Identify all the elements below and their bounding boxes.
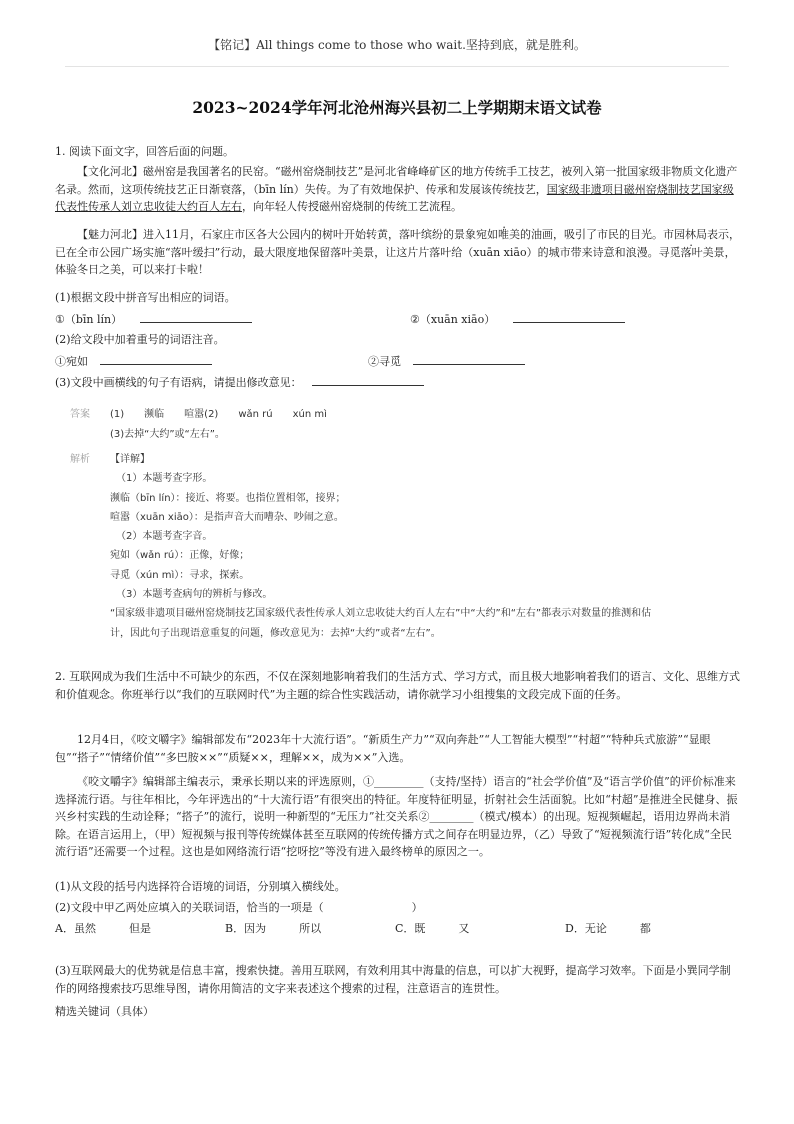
explanation-line: 喧嚣（xuān xiāo）：是指声音大而嘈杂、吵闹之意。 — [110, 511, 344, 523]
explanation-line: 计，因此句子出现语意重复的问题，修改意见为：去掉“大约”或者“左右”。 — [110, 627, 441, 639]
page-title: 2023~2024学年河北沧州海兴县初二上学期期末语文试卷 — [192, 98, 602, 117]
q1-sub3: (3)文段中画横线的句子有语病，请提出修改意见： — [55, 373, 424, 392]
q1-sub3-blank[interactable] — [312, 373, 424, 386]
q1-sub1-b-blank[interactable] — [513, 310, 625, 323]
option-a[interactable]: A．虽然 但是 — [55, 922, 151, 935]
q2-mindmap-keyword: 精选关键词（具体） — [55, 1005, 154, 1018]
explanation-line: （1）本题考查字形。 — [116, 473, 213, 485]
q2-sub1: (1)从文段的括号内选择符合语境的词语，分别填入横线处。 — [55, 880, 346, 893]
q2-sub2: (2)文段中甲乙两处应填入的关联词语，恰当的一项是（ ） — [55, 901, 423, 914]
q1-sub2-b-blank[interactable] — [413, 352, 525, 365]
answer-line-2: (3)去掉“大约”或“左右”。 — [110, 428, 225, 440]
q2-passage-1: 12月4日，《咬文嚼字》编辑部发布“2023年十大流行语”。“新质生产力”“双向奔赴”“人工智能大模型”“村超”“特种兵式旅游”“显眼包”“搭子”“情绪价值”“多巴胺××”“质疑××，理解××，成为××”入选。 — [55, 733, 711, 764]
explanation-line: 宛如（wǎn rú）：正像，好像； — [110, 550, 250, 562]
q1-emphasis-xunmi: 寻觅 — [658, 245, 681, 259]
explanation-line: 濒临（bīn lín）：接近、将要。也指位置相邻，接界； — [110, 492, 346, 504]
answer-block — [110, 405, 327, 444]
explanation-block — [110, 450, 710, 643]
q1-sub1: (1)根据文段中拼音写出相应的词语。 — [55, 291, 236, 304]
explanation-line: “国家级非遗项目磁州窑烧制技艺国家级代表性传承人刘立忠收徒大约百人左右”中“大约”和“左右”都表示对数量的推测和估 — [110, 608, 652, 620]
option-d[interactable]: D．无论 都 — [565, 922, 651, 935]
q1-underlined-sentence: 国家级非遗项目磁州窑烧制技艺国家级代表性传承人刘立忠收徒大约百人左右 — [55, 182, 734, 214]
header-motto: 【铭记】All things come to those who wait.坚持到底，就是胜利。 — [208, 38, 586, 52]
answer-line-1: (1) 濒临 喧嚣(2) wǎn rú xún mì — [110, 409, 327, 420]
q1-sub1-b: ②（xuān xiāo） — [410, 310, 625, 329]
explanation-line: 寻觅（xún mì）：寻求，探索。 — [110, 569, 250, 581]
option-c[interactable]: C．既 又 — [395, 922, 470, 935]
explanation-line: 【详解】 — [110, 454, 150, 465]
option-b[interactable]: B．因为 所以 — [225, 922, 322, 935]
q1-sub2-a-blank[interactable] — [100, 352, 212, 365]
explanation-label: 解析 — [70, 454, 90, 465]
explanation-line: （2）本题考查字音。 — [116, 531, 213, 543]
q1-passage-2: 【魅力河北】进入11月，石家庄市区各大公园内的树叶开始转黄，落叶缤纷的景象宛 ·如唯美的油画，吸引了市民的目光。市园林局表示，已在全市公园广场实施“落叶缓扫”行动，最大限度地保留落叶美景，让这片片落叶给（xuān xiāo）的城市带来诗意和浪漫。寻觅落叶美景，体验冬日之美，可以来打卡啦！ — [55, 226, 740, 279]
header-divider — [65, 66, 729, 67]
q1-stem: 1. 阅读下面文字，回答后面的问题。 — [55, 145, 234, 158]
q2-stem: 2. 互联网成为我们生活中不可缺少的东西，不仅在深刻地影响着我们的生活方式、学习方式，而且极大地影响着我们的语言、文化、思维方式和价值观念。你班举行以“我们的互联网时代”为主题的综合性实践活动，请你就学习小组搜集的文段完成下面的任务。 — [55, 670, 740, 701]
q2-options — [55, 920, 740, 938]
q1-sub2: (2)给文段中加着重号的词语注音。 — [55, 333, 225, 346]
q1-sub1-a-blank[interactable] — [140, 310, 252, 323]
q1-sub2-a: ①宛如 — [55, 352, 212, 371]
answer-label: 答案 — [70, 409, 90, 420]
q2-sub3: (3)互联网最大的优势就是信息丰富，搜索快捷。善用互联网，有效利用其中海量的信息，可以扩大视野，提高学习效率。下面是小巽同学制作的网络搜索技巧思维导图，请你用简洁的文字来表述这个搜索的过程，注意语言的连贯性。 — [55, 964, 731, 995]
q1-emphasis-wan: 宛 · — [476, 228, 487, 241]
q1-sub2-b: ②寻觅 — [368, 352, 525, 371]
q2-passage-2: 《咬文嚼字》编辑部主编表示，秉承长期以来的评选原则，①_________（支持/坚持）语言的“社会学价值”及“语言学价值”的评价标准来选择流行语。与往年相比，今年评选出的“十大流行语”有很突出的特征。年度特征明显，折射社会生活面貌。比如“村超”是推进全民健身、振兴乡村实践的生动诠释；“搭子”的流行，说明一种新型的“无压力”社交关系②________（模式/模本）的出现。短视频崛起，语用边界尚未消除。在语言运用上，（甲）短视频与报刊等传统媒体甚至互联网的传统传播方式之间存在明显边界，（乙）导致了“短视频流行语”转化成“全民流行语”还需要一个过程。这也是如网络流行语“挖呀挖”等没有进入最终榜单的原因之一。 — [55, 775, 738, 859]
explanation-line: （3）本题考查病句的辨析与修改。 — [116, 589, 273, 601]
q1-passage-1: 【文化河北】磁州窑是我国著名的民窑。“磁州窑烧制技艺”是河北省峰峰矿区的地方传统手工技艺，被列入第一批国家级非物质文化遗产名录。然而，这项传统技艺正日渐衰落，（bīn lín）失传。为了有效地保护、传承和发展该传统技艺，国家级非遗项目磁州窑烧制技艺国家级代表性传承人刘立忠收徒大约百人左右，向年轻人传授磁州窑烧制的传统工艺流程。 — [55, 165, 738, 214]
q1-sub1-a: ①（bīn lín） — [55, 310, 252, 329]
